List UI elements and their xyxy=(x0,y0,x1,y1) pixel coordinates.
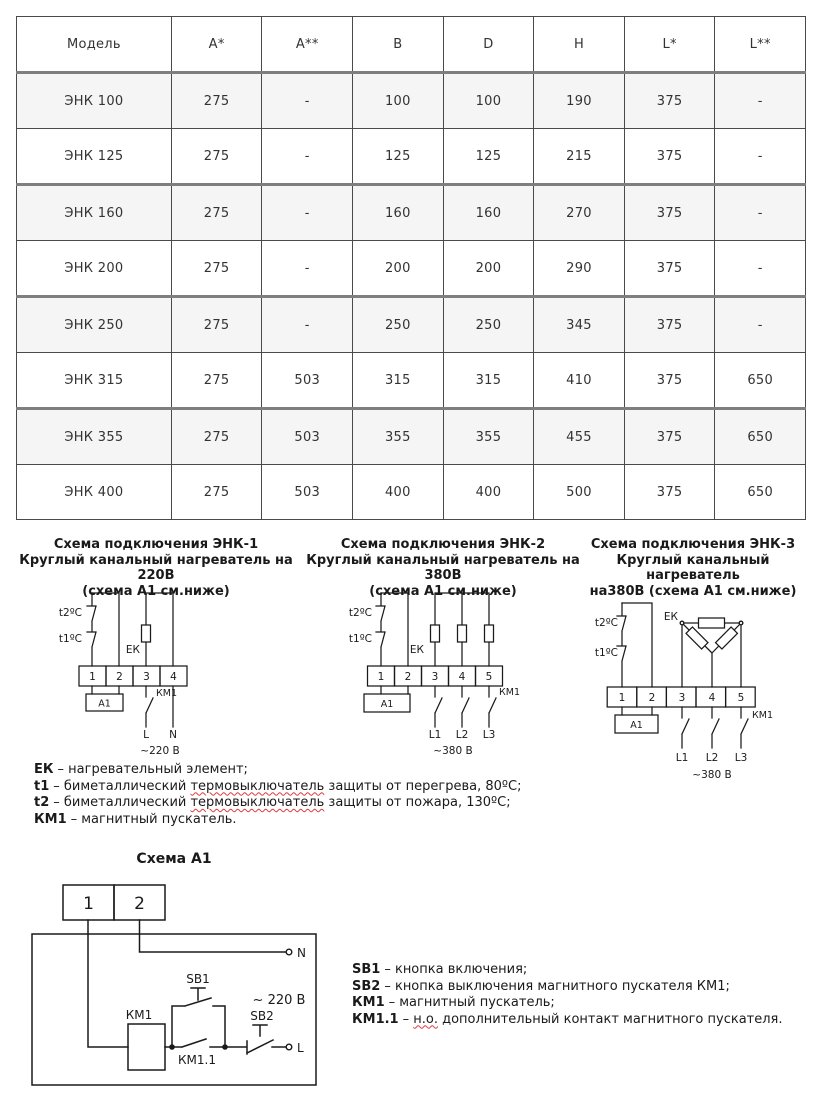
legend-text: – биметаллический xyxy=(53,778,191,794)
heater-element-ek xyxy=(485,625,494,642)
t1-label: t1ºC xyxy=(594,647,618,659)
column-header: A** xyxy=(262,17,353,73)
a1-terminal-1-label: 1 xyxy=(83,894,94,914)
column-header: Модель xyxy=(17,17,172,73)
junction-node xyxy=(169,1044,175,1050)
heater-element-ek xyxy=(458,625,467,642)
table-cell: 275 xyxy=(171,353,262,409)
table-cell: 100 xyxy=(443,73,534,129)
table-cell: 375 xyxy=(624,129,715,185)
neutral-wire xyxy=(140,920,287,952)
table-cell: 200 xyxy=(443,241,534,297)
table-cell: 275 xyxy=(171,185,262,241)
table-cell: 160 xyxy=(353,185,444,241)
ek-label: ЕК xyxy=(409,644,424,656)
table-cell: 275 xyxy=(171,129,262,185)
dimensions-table xyxy=(16,16,806,520)
table-cell: 275 xyxy=(171,241,262,297)
legend-text: защиты от перегрева, 80ºС; xyxy=(324,778,522,794)
column-header: L* xyxy=(624,17,715,73)
terminal-3: 3 xyxy=(143,671,150,683)
table-row xyxy=(17,129,806,185)
table-cell: - xyxy=(715,73,806,129)
l-terminal xyxy=(286,1044,292,1050)
table-cell: ЭНК 200 xyxy=(17,241,172,297)
terminal-strip xyxy=(607,687,755,707)
voltage-label: ~220 В xyxy=(140,745,180,757)
table-cell: 375 xyxy=(624,465,715,520)
t2-label: t2ºC xyxy=(58,607,82,619)
table-row xyxy=(17,241,806,297)
enk1-title-line1: Схема подключения ЭНК-1 xyxy=(53,537,259,552)
terminal-2: 2 xyxy=(404,671,412,683)
legend-term: КМ1.1 xyxy=(352,1011,399,1027)
legend-term: КМ1 xyxy=(352,995,385,1010)
delta-heater-ek xyxy=(680,618,743,687)
table-cell: 503 xyxy=(262,465,353,520)
terminal-4: 4 xyxy=(708,692,716,704)
table-cell: 160 xyxy=(443,185,534,241)
km1-contact xyxy=(146,686,153,727)
enk1-schematic xyxy=(30,585,270,765)
column-header: D xyxy=(443,17,534,73)
table-cell: ЭНК 355 xyxy=(17,409,172,465)
terminal-2: 2 xyxy=(116,671,123,683)
terminal-strip xyxy=(79,666,187,686)
voltage-label: ~380 В xyxy=(433,745,473,757)
table-cell: 290 xyxy=(534,241,625,297)
km1-contact xyxy=(682,707,689,748)
km1-contact xyxy=(489,686,496,727)
km1-contact xyxy=(462,686,469,727)
table-cell: - xyxy=(262,241,353,297)
enk2-title-line3: (схема А1 см.ниже) xyxy=(369,583,517,599)
table-cell: - xyxy=(715,185,806,241)
table-cell: ЭНК 160 xyxy=(17,185,172,241)
table-cell: 650 xyxy=(715,465,806,520)
legend-underlined-word: термовыключатель xyxy=(190,778,325,794)
l-label: L xyxy=(297,1041,304,1055)
table-cell: - xyxy=(262,73,353,129)
table-cell: 400 xyxy=(443,465,534,520)
sb1-label: SB1 xyxy=(186,972,210,986)
dimensions-table-wrap xyxy=(16,16,806,520)
terminal-4: 4 xyxy=(170,671,177,683)
enk3-title-line2: Круглый канальный нагреватель xyxy=(616,552,770,583)
table-row xyxy=(17,409,806,465)
legend-text: – кнопка включения; xyxy=(384,962,528,977)
km11-contact xyxy=(175,1039,222,1047)
enk2-title-line1: Схема подключения ЭНК-2 xyxy=(340,537,546,552)
table-cell: 375 xyxy=(624,185,715,241)
table-cell: 375 xyxy=(624,73,715,129)
table-row xyxy=(17,185,806,241)
table-row xyxy=(17,353,806,409)
table-cell: 100 xyxy=(353,73,444,129)
phase-l3-label: L3 xyxy=(482,729,496,741)
table-cell: 503 xyxy=(262,353,353,409)
header-row xyxy=(17,17,806,73)
terminal-5: 5 xyxy=(737,692,745,704)
table-cell: 375 xyxy=(624,353,715,409)
n-label: N xyxy=(297,946,306,960)
table-cell: 200 xyxy=(353,241,444,297)
legend-term: ЕК xyxy=(34,762,54,777)
junction-node xyxy=(222,1044,228,1050)
table-cell: 375 xyxy=(624,241,715,297)
a1-box-label: А1 xyxy=(98,698,111,710)
phase-l1-label: L1 xyxy=(675,752,689,764)
table-cell: - xyxy=(715,297,806,353)
table-cell: 355 xyxy=(353,409,444,465)
phase-wire xyxy=(88,920,128,1047)
table-cell: - xyxy=(715,129,806,185)
table-cell: 455 xyxy=(534,409,625,465)
voltage-label: ~380 В xyxy=(692,769,732,781)
enk3-title-line3: на380В (схема А1 см.ниже) xyxy=(589,583,797,599)
legend-text: – магнитный пускатель. xyxy=(70,811,237,827)
table-cell: 125 xyxy=(353,129,444,185)
table-cell: 270 xyxy=(534,185,625,241)
table-cell: 215 xyxy=(534,129,625,185)
sb2-contact xyxy=(228,1040,286,1054)
voltage-label: ~ 220 В xyxy=(252,993,306,1008)
legend-line xyxy=(34,812,554,829)
a1-box-label: А1 xyxy=(630,720,643,731)
legend-term: КМ1 xyxy=(34,811,67,827)
table-body xyxy=(17,73,806,520)
table-cell: 345 xyxy=(534,297,625,353)
n-terminal xyxy=(286,949,292,955)
table-cell: 275 xyxy=(171,409,262,465)
legend-text: – биметаллический xyxy=(53,795,191,810)
sb1-actuator xyxy=(191,988,205,1000)
phase-l2-label: L2 xyxy=(705,752,719,764)
legend-line xyxy=(352,995,812,1012)
t2-label: t2ºC xyxy=(594,617,618,629)
table-cell: 355 xyxy=(443,409,534,465)
ek-label: ЕК xyxy=(663,611,678,623)
km11-label: КМ1.1 xyxy=(178,1053,216,1067)
table-cell: 190 xyxy=(534,73,625,129)
table-cell: ЭНК 400 xyxy=(17,465,172,520)
legend-term: SB2 xyxy=(352,978,381,994)
a1-box-label: А1 xyxy=(380,699,394,710)
table-cell: 315 xyxy=(443,353,534,409)
km1-coil-label: КМ1 xyxy=(125,1008,153,1022)
legend-text: – магнитный пускатель; xyxy=(388,995,555,1010)
terminal-1: 1 xyxy=(618,692,626,704)
enk1-title-line2: Круглый канальный нагреватель на 220В xyxy=(19,552,293,583)
table-cell: - xyxy=(715,241,806,297)
km1-label: КМ1 xyxy=(499,687,520,698)
legend-line xyxy=(34,795,554,812)
km1-contact xyxy=(712,707,719,748)
t2-label: t2ºC xyxy=(348,607,372,619)
column-header: H xyxy=(534,17,625,73)
terminal-3: 3 xyxy=(431,671,439,683)
table-cell: ЭНК 315 xyxy=(17,353,172,409)
legend-line xyxy=(34,779,554,796)
scheme-a1-schematic xyxy=(25,878,335,1098)
column-header: B xyxy=(353,17,444,73)
legend-line xyxy=(34,762,554,779)
table-cell: 503 xyxy=(262,409,353,465)
table-cell: 500 xyxy=(534,465,625,520)
sb1-branch xyxy=(172,998,225,1044)
legend-text: – кнопка выключения магнитного пускателя КМ1; xyxy=(384,978,730,994)
table-cell: 125 xyxy=(443,129,534,185)
table-cell: ЭНК 100 xyxy=(17,73,172,129)
heater-element-ek xyxy=(142,625,151,642)
table-row xyxy=(17,297,806,353)
table-cell: - xyxy=(262,297,353,353)
sb2-label: SB2 xyxy=(250,1009,274,1023)
a1-terminal-2-label: 2 xyxy=(134,894,145,914)
table-cell: 250 xyxy=(443,297,534,353)
enk2-schematic xyxy=(348,585,588,765)
terminal-1: 1 xyxy=(377,671,385,683)
table-cell: 250 xyxy=(353,297,444,353)
legend-line xyxy=(352,979,812,996)
table-cell: 410 xyxy=(534,353,625,409)
table-cell: - xyxy=(262,129,353,185)
table-cell: 275 xyxy=(171,73,262,129)
km1-label: КМ1 xyxy=(156,688,177,699)
table-cell: 275 xyxy=(171,297,262,353)
table-cell: 275 xyxy=(171,465,262,520)
scheme-a1-legend xyxy=(352,962,812,1028)
terminal-2: 2 xyxy=(648,692,656,704)
legend-line xyxy=(352,1012,812,1029)
legend-term: t2 xyxy=(34,795,50,810)
legend-text: – нагревательный элемент; xyxy=(57,762,248,777)
table-cell: - xyxy=(262,185,353,241)
enk1-title-line3: (схема А1 см.ниже) xyxy=(82,583,230,599)
table-cell: 400 xyxy=(353,465,444,520)
heater-element-ek xyxy=(431,625,440,642)
legend-term: SB1 xyxy=(352,962,381,977)
legend-term: t1 xyxy=(34,778,50,794)
table-cell: ЭНК 125 xyxy=(17,129,172,185)
terminal-strip xyxy=(368,666,503,686)
terminal-5: 5 xyxy=(485,671,493,683)
components-legend xyxy=(34,762,554,828)
km1-coil xyxy=(128,1024,165,1070)
phase-l2-label: L2 xyxy=(455,729,469,741)
phase-l-label: L xyxy=(143,729,149,741)
table-cell: ЭНК 250 xyxy=(17,297,172,353)
legend-text: дополнительный контакт магнитного пускателя. xyxy=(437,1011,783,1027)
table-row xyxy=(17,73,806,129)
terminal-1: 1 xyxy=(89,671,96,683)
table-cell: 375 xyxy=(624,409,715,465)
scheme-a1-title: Схема А1 xyxy=(136,851,212,867)
neutral-n-label: N xyxy=(169,729,177,741)
table-cell: 375 xyxy=(624,297,715,353)
ek-label: ЕК xyxy=(125,644,140,656)
km1-label: КМ1 xyxy=(752,710,773,721)
t1-label: t1ºC xyxy=(58,633,82,645)
km1-contact xyxy=(435,686,442,727)
phase-l3-label: L3 xyxy=(734,752,748,764)
terminal-3: 3 xyxy=(678,692,686,704)
column-header: A* xyxy=(171,17,262,73)
legend-line xyxy=(352,962,812,979)
sb2-actuator xyxy=(253,1025,267,1036)
table-cell: 650 xyxy=(715,409,806,465)
phase-l1-label: L1 xyxy=(428,729,442,741)
column-header: L** xyxy=(715,17,806,73)
legend-underlined-word: термовыключатель xyxy=(190,795,325,810)
table-cell: 650 xyxy=(715,353,806,409)
legend-text: – xyxy=(402,1011,414,1027)
legend-underlined-word: н.о. xyxy=(413,1011,438,1027)
enk3-schematic xyxy=(595,585,820,795)
table-header xyxy=(17,17,806,73)
km1-contact xyxy=(741,707,748,748)
enk3-title-line1: Схема подключения ЭНК-3 xyxy=(590,537,796,552)
table-row xyxy=(17,465,806,520)
legend-text: защиты от пожара, 130ºС; xyxy=(324,795,511,810)
terminal-4: 4 xyxy=(458,671,466,683)
t1-label: t1ºC xyxy=(348,633,372,645)
enk2-title-line2: Круглый канальный нагреватель на 380В xyxy=(306,552,580,583)
table-cell: 315 xyxy=(353,353,444,409)
